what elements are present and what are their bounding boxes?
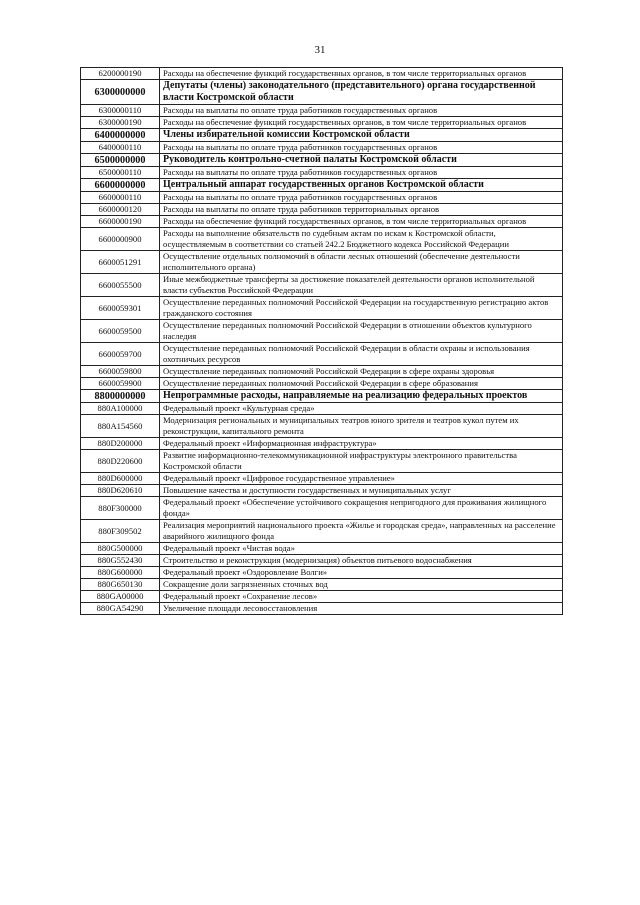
name-cell: Федеральный проект «Оздоровление Волги»	[160, 567, 563, 579]
table-row	[81, 543, 563, 555]
table-row	[81, 216, 563, 228]
name-cell: Иные межбюджетные трансферты за достижение показателей деятельности органов исполнительной власти субъектов Российской Федерации	[160, 274, 563, 297]
table-row	[81, 520, 563, 543]
table-row	[81, 438, 563, 450]
code-cell: 6600000190	[81, 216, 160, 228]
table-row	[81, 485, 563, 497]
code-cell: 880G600000	[81, 567, 160, 579]
table-row	[81, 142, 563, 154]
name-cell: Федеральный проект «Сохранение лесов»	[160, 591, 563, 603]
table-row	[81, 274, 563, 297]
table-row	[81, 343, 563, 366]
code-cell: 6600059301	[81, 297, 160, 320]
name-cell: Расходы на обеспечение функций государственных органов, в том числе территориальных органов	[160, 117, 563, 129]
name-cell: Расходы на обеспечение функций государственных органов, в том числе территориальных органов	[160, 216, 563, 228]
name-cell: Расходы на обеспечение функций государственных органов, в том числе территориальных органов	[160, 68, 563, 80]
code-cell: 6300000190	[81, 117, 160, 129]
table-row	[81, 154, 563, 167]
name-cell: Федеральный проект «Обеспечение устойчивого сокращения непригодного для проживания жилищного фонда»	[160, 497, 563, 520]
name-cell: Расходы на выплаты по оплате труда работников государственных органов	[160, 192, 563, 204]
table-row	[81, 473, 563, 485]
code-cell: 880D620610	[81, 485, 160, 497]
code-cell: 6600000000	[81, 179, 160, 192]
code-cell: 6600000110	[81, 192, 160, 204]
name-cell: Федеральный проект «Информационная инфраструктура»	[160, 438, 563, 450]
code-cell: 880G650130	[81, 579, 160, 591]
table-row	[81, 579, 563, 591]
name-cell: Центральный аппарат государственных органов Костромской области	[160, 179, 563, 192]
name-cell: Непрограммные расходы, направляемые на реализацию федеральных проектов	[160, 390, 563, 403]
code-cell: 6600059900	[81, 378, 160, 390]
name-cell: Строительство и реконструкция (модернизация) объектов питьевого водоснабжения	[160, 555, 563, 567]
table-row	[81, 415, 563, 438]
code-cell: 880A154560	[81, 415, 160, 438]
table-row	[81, 403, 563, 415]
code-cell: 880GA54290	[81, 603, 160, 615]
name-cell: Федеральный проект «Культурная среда»	[160, 403, 563, 415]
table-row	[81, 105, 563, 117]
code-cell: 6600059500	[81, 320, 160, 343]
table-row	[81, 251, 563, 274]
code-cell: 6300000110	[81, 105, 160, 117]
name-cell: Осуществление отдельных полномочий в области лесных отношений (обеспечение деятельности исполнительного органа)	[160, 251, 563, 274]
budget-classification-table	[80, 67, 563, 615]
table-row	[81, 567, 563, 579]
name-cell: Модернизация региональных и муниципальных театров юного зрителя и театров кукол путем их реконструкции, капитального ремонта	[160, 415, 563, 438]
code-cell: 880D220600	[81, 450, 160, 473]
name-cell: Развитие информационно-телекоммуникационной инфраструктуры электронного правительства Костромской области	[160, 450, 563, 473]
table-row	[81, 129, 563, 142]
code-cell: 6400000000	[81, 129, 160, 142]
name-cell: Увеличение площади лесовосстановления	[160, 603, 563, 615]
code-cell: 8800000000	[81, 390, 160, 403]
code-cell: 6200000190	[81, 68, 160, 80]
table-row	[81, 297, 563, 320]
code-cell: 880G552430	[81, 555, 160, 567]
code-cell: 880F309502	[81, 520, 160, 543]
name-cell: Осуществление переданных полномочий Российской Федерации в отношении объектов культурного наследия	[160, 320, 563, 343]
table-row	[81, 378, 563, 390]
table-row	[81, 204, 563, 216]
code-cell: 6500000000	[81, 154, 160, 167]
name-cell: Расходы на выплаты по оплате труда работников государственных органов	[160, 105, 563, 117]
code-cell: 880G500000	[81, 543, 160, 555]
table-row	[81, 179, 563, 192]
code-cell: 6300000000	[81, 80, 160, 105]
name-cell: Повышение качества и доступности государственных и муниципальных услуг	[160, 485, 563, 497]
code-cell: 6600051291	[81, 251, 160, 274]
name-cell: Федеральный проект «Чистая вода»	[160, 543, 563, 555]
code-cell: 6500000110	[81, 167, 160, 179]
name-cell: Осуществление переданных полномочий Российской Федерации в области охраны и использования охотничьих ресурсов	[160, 343, 563, 366]
name-cell: Сокращение доли загрязненных сточных вод	[160, 579, 563, 591]
table-row	[81, 228, 563, 251]
code-cell: 880F300000	[81, 497, 160, 520]
name-cell: Осуществление переданных полномочий Российской Федерации в сфере охраны здоровья	[160, 366, 563, 378]
table-row	[81, 192, 563, 204]
code-cell: 6600059700	[81, 343, 160, 366]
code-cell: 6600000900	[81, 228, 160, 251]
code-cell: 880A100000	[81, 403, 160, 415]
name-cell: Члены избирательной комиссии Костромской области	[160, 129, 563, 142]
table-row	[81, 555, 563, 567]
name-cell: Расходы на выплаты по оплате труда работников государственных органов	[160, 142, 563, 154]
code-cell: 880D200000	[81, 438, 160, 450]
table-body	[81, 68, 563, 615]
code-cell: 6400000110	[81, 142, 160, 154]
table-row	[81, 320, 563, 343]
name-cell: Расходы на выполнение обязательств по судебным актам по искам к Костромской области, осуществляемым в соответствии со статьей 242.2 Бюджетного кодекса Российской Федерации	[160, 228, 563, 251]
table-row	[81, 366, 563, 378]
code-cell: 880D600000	[81, 473, 160, 485]
name-cell: Руководитель контрольно-счетной палаты Костромской области	[160, 154, 563, 167]
table-row	[81, 591, 563, 603]
table-row	[81, 80, 563, 105]
name-cell: Реализация мероприятий национального проекта «Жилье и городская среда», направленных на расселение аварийного жилищного фонда	[160, 520, 563, 543]
name-cell: Расходы на выплаты по оплате труда работников территориальных органов	[160, 204, 563, 216]
code-cell: 880GA00000	[81, 591, 160, 603]
table-row	[81, 497, 563, 520]
name-cell: Федеральный проект «Цифровое государственное управление»	[160, 473, 563, 485]
code-cell: 6600055500	[81, 274, 160, 297]
code-cell: 6600000120	[81, 204, 160, 216]
table-row	[81, 68, 563, 80]
page-number: 31	[314, 44, 326, 56]
table-row	[81, 390, 563, 403]
table-row	[81, 117, 563, 129]
table-row	[81, 450, 563, 473]
name-cell: Расходы на выплаты по оплате труда работников государственных органов	[160, 167, 563, 179]
name-cell: Депутаты (члены) законодательного (представительного) органа государственной власти Костромской области	[160, 80, 563, 105]
table-row	[81, 167, 563, 179]
table-row	[81, 603, 563, 615]
name-cell: Осуществление переданных полномочий Российской Федерации в сфере образования	[160, 378, 563, 390]
name-cell: Осуществление переданных полномочий Российской Федерации на государственную регистрацию актов гражданского состояния	[160, 297, 563, 320]
code-cell: 6600059800	[81, 366, 160, 378]
